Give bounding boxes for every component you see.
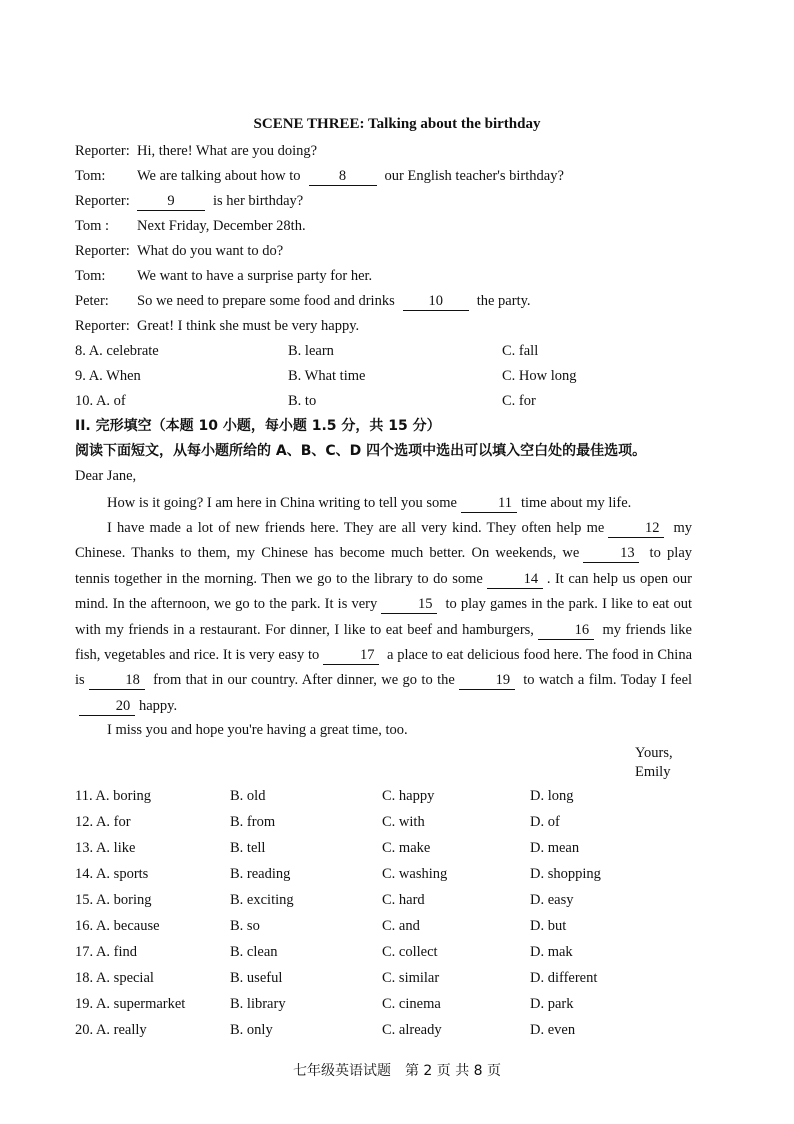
blank-18: 18 xyxy=(89,672,145,690)
option-16a: 16. A. because xyxy=(75,918,160,934)
paragraph-text: to watch a film. Today I feel xyxy=(523,672,693,689)
option-14d: D. shopping xyxy=(530,866,601,882)
option-10a: 10. A. of xyxy=(75,393,126,409)
line-text: Next Friday, December 28th. xyxy=(137,218,306,234)
blank-10: 10 xyxy=(403,293,469,311)
dialogue-line xyxy=(75,315,359,337)
option-16c: C. and xyxy=(382,918,420,934)
option-8c: C. fall xyxy=(502,343,539,359)
blank-11: 11 xyxy=(461,495,517,513)
option-14a: 14. A. sports xyxy=(75,866,149,882)
line-text: Great! I think she must be very happy. xyxy=(137,318,360,334)
speaker: Reporter: xyxy=(75,143,130,159)
blank-13: 13 xyxy=(583,545,639,563)
option-19a: 19. A. supermarket xyxy=(75,996,186,1012)
option-16d: D. but xyxy=(530,918,567,934)
dialogue-line xyxy=(75,265,372,287)
option-15b: B. exciting xyxy=(230,892,294,908)
option-13d: D. mean xyxy=(530,840,580,856)
option-12a: 12. A. for xyxy=(75,814,131,830)
line-text: What do you want to do? xyxy=(137,243,284,259)
option-13b: B. tell xyxy=(230,840,266,856)
blank-12: 12 xyxy=(608,520,664,538)
speaker: Tom: xyxy=(75,268,106,284)
letter-paragraph-2 xyxy=(75,516,692,719)
option-9c: C. How long xyxy=(502,368,577,384)
letter-paragraph-1 xyxy=(75,491,692,516)
option-19b: B. library xyxy=(230,996,286,1012)
option-9a: 9. A. When xyxy=(75,368,141,384)
blank-20: 20 xyxy=(79,698,135,716)
option-20c: C. already xyxy=(382,1022,442,1038)
option-17b: B. clean xyxy=(230,944,278,960)
line-text-after: our English teacher's birthday? xyxy=(384,168,564,184)
paragraph-text: time about my life. xyxy=(520,495,632,511)
option-20d: D. even xyxy=(530,1022,576,1038)
option-10c: C. for xyxy=(502,393,536,409)
option-18b: B. useful xyxy=(230,970,283,986)
speaker: Reporter: xyxy=(75,193,130,209)
option-10b: B. to xyxy=(288,393,317,409)
option-15c: C. hard xyxy=(382,892,425,908)
option-17d: D. mak xyxy=(530,944,573,960)
option-11c: C. happy xyxy=(382,788,435,804)
option-19c: C. cinema xyxy=(382,996,441,1012)
dialogue-line xyxy=(75,240,283,262)
blank-9: 9 xyxy=(137,193,205,211)
option-17c: C. collect xyxy=(382,944,438,960)
dialogue-line xyxy=(75,190,303,212)
option-13c: C. make xyxy=(382,840,431,856)
dialogue-line xyxy=(75,290,531,312)
paragraph-text: . It can help us open our mind. In the afternoon, we go to the park. It is very xyxy=(75,570,692,613)
option-13a: 13. A. like xyxy=(75,840,136,856)
option-8b: B. learn xyxy=(288,343,334,359)
paragraph-text: my Chinese. Thanks to them, my Chinese has become much better. On weekends, we xyxy=(75,520,692,562)
blank-15: 15 xyxy=(381,596,437,614)
paragraph-text: to play games in the park. I like to eat out with my friends in a restaurant. For dinner, I like to eat beef and hamburgers, xyxy=(75,596,692,638)
letter-signature: Emily xyxy=(635,764,671,780)
option-11b: B. old xyxy=(230,788,266,804)
paragraph-text: happy. xyxy=(139,697,178,714)
option-14b: B. reading xyxy=(230,866,291,882)
paragraph-text: my friends like fish, vegetables and rice. It is very easy to xyxy=(75,621,692,664)
option-8a: 8. A. celebrate xyxy=(75,343,159,359)
option-12d: D. of xyxy=(530,814,560,830)
speaker: Reporter: xyxy=(75,243,130,259)
letter-paragraph-3: I miss you and hope you're having a great time, too. xyxy=(107,722,408,738)
section-instruction: 阅读下面短文，从每小题所给的 A、B、C、D 四个选项中选出可以填入空白处的最佳选项。 xyxy=(75,443,647,459)
option-18a: 18. A. special xyxy=(75,970,154,986)
paragraph-text: to play tennis together in the morning. Then we go to the library to do some xyxy=(75,545,693,587)
paragraph-text: a place to eat delicious food here. The food in China is xyxy=(75,647,693,689)
option-11a: 11. A. boring xyxy=(75,788,151,804)
option-18d: D. different xyxy=(530,970,598,986)
option-20a: 20. A. really xyxy=(75,1022,147,1038)
option-14c: C. washing xyxy=(382,866,448,882)
option-11d: D. long xyxy=(530,788,574,804)
option-17a: 17. A. find xyxy=(75,944,138,960)
dialogue-line xyxy=(75,140,317,162)
dialogue-line xyxy=(75,215,306,237)
page-footer: 七年级英语试题 第 2 页 共 8 页 xyxy=(292,1063,502,1079)
paragraph-text: How is it going? I am here in China writing to tell you some xyxy=(107,495,457,511)
speaker: Tom : xyxy=(75,218,110,234)
line-text: We want to have a surprise party for her. xyxy=(137,268,373,284)
section-heading: II. 完形填空（本题 10 小题，每小题 1.5 分，共 15 分） xyxy=(75,418,441,434)
speaker: Reporter: xyxy=(75,318,130,334)
option-12b: B. from xyxy=(230,814,276,830)
blank-17: 17 xyxy=(323,647,379,665)
option-16b: B. so xyxy=(230,918,260,934)
option-18c: C. similar xyxy=(382,970,440,986)
line-text: Hi, there! What are you doing? xyxy=(137,143,318,159)
option-15d: D. easy xyxy=(530,892,574,908)
letter-closing: Yours, xyxy=(635,745,673,761)
line-text-after: the party. xyxy=(476,293,531,309)
blank-19: 19 xyxy=(459,672,515,690)
speaker: Tom: xyxy=(75,168,106,184)
option-15a: 15. A. boring xyxy=(75,892,152,908)
blank-16: 16 xyxy=(538,622,594,640)
option-12c: C. with xyxy=(382,814,425,830)
paragraph-text: I have made a lot of new friends here. They are all very kind. They often help me xyxy=(107,520,605,536)
blank-8: 8 xyxy=(309,168,377,186)
line-text: We are talking about how to xyxy=(137,168,301,184)
paragraph-text: from that in our country. After dinner, we go to the xyxy=(153,672,455,689)
letter-salutation: Dear Jane, xyxy=(75,468,137,484)
blank-14: 14 xyxy=(487,571,543,589)
scene-title: SCENE THREE: Talking about the birthday xyxy=(253,116,541,132)
option-20b: B. only xyxy=(230,1022,273,1038)
speaker: Peter: xyxy=(75,293,109,309)
option-19d: D. park xyxy=(530,996,574,1012)
option-9b: B. What time xyxy=(288,368,366,384)
line-text: So we need to prepare some food and drinks xyxy=(137,293,395,309)
line-text-after: is her birthday? xyxy=(213,193,304,209)
dialogue-line xyxy=(75,165,564,187)
